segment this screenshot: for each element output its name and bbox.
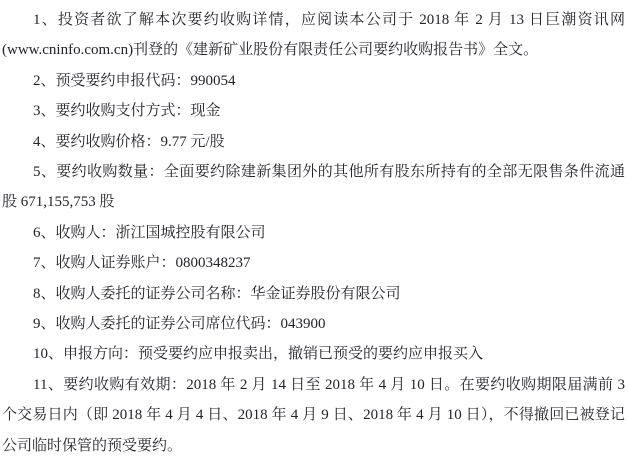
list-item-3: 3、要约收购支付方式：现金 [33,103,221,120]
list-item-7: 7、收购人证券账户：0800348237 [33,255,251,272]
list-item-2: 2、预受要约申报代码：990054 [33,72,236,89]
list-item-4: 4、要约收购价格：9.77 元/股 [33,133,225,150]
list-item-8: 8、收购人委托的证券公司名称：华金证券股份有限公司 [33,285,401,302]
list-item-9: 9、收购人委托的证券公司席位代码：043900 [33,316,326,333]
list-item-6: 6、收购人：浙江国城控股有限公司 [33,224,266,241]
list-item-1: 1、投资者欲了解本次要约收购详情，应阅读本公司于 2018 年 2 月 13 日巨潮资讯网(www.cninfo.com.cn)刊登的《建新矿业股份有限责任公司要约收购报告书》全文。 [2,12,625,59]
list-item-11: 11、要约收购有效期：2018 年 2 月 14 日至 2018 年 4 月 10 日。在要约收购期限届满前 3 个交易日内（即 2018 年 4 月 4 日、2018 年 4 月 9 日、2018 年 4 月 10 日），不得撤回已被登记公司临时保管的预受要约。 [2,376,625,454]
list-item-10: 10、申报方向：预受要约应申报卖出，撤销已预受的要约应申报买入 [33,346,484,363]
list-item-5: 5、要约收购数量：全面要约除建新集团外的其他所有股东所持有的全部无限售条件流通股 671,155,753 股 [2,164,625,211]
